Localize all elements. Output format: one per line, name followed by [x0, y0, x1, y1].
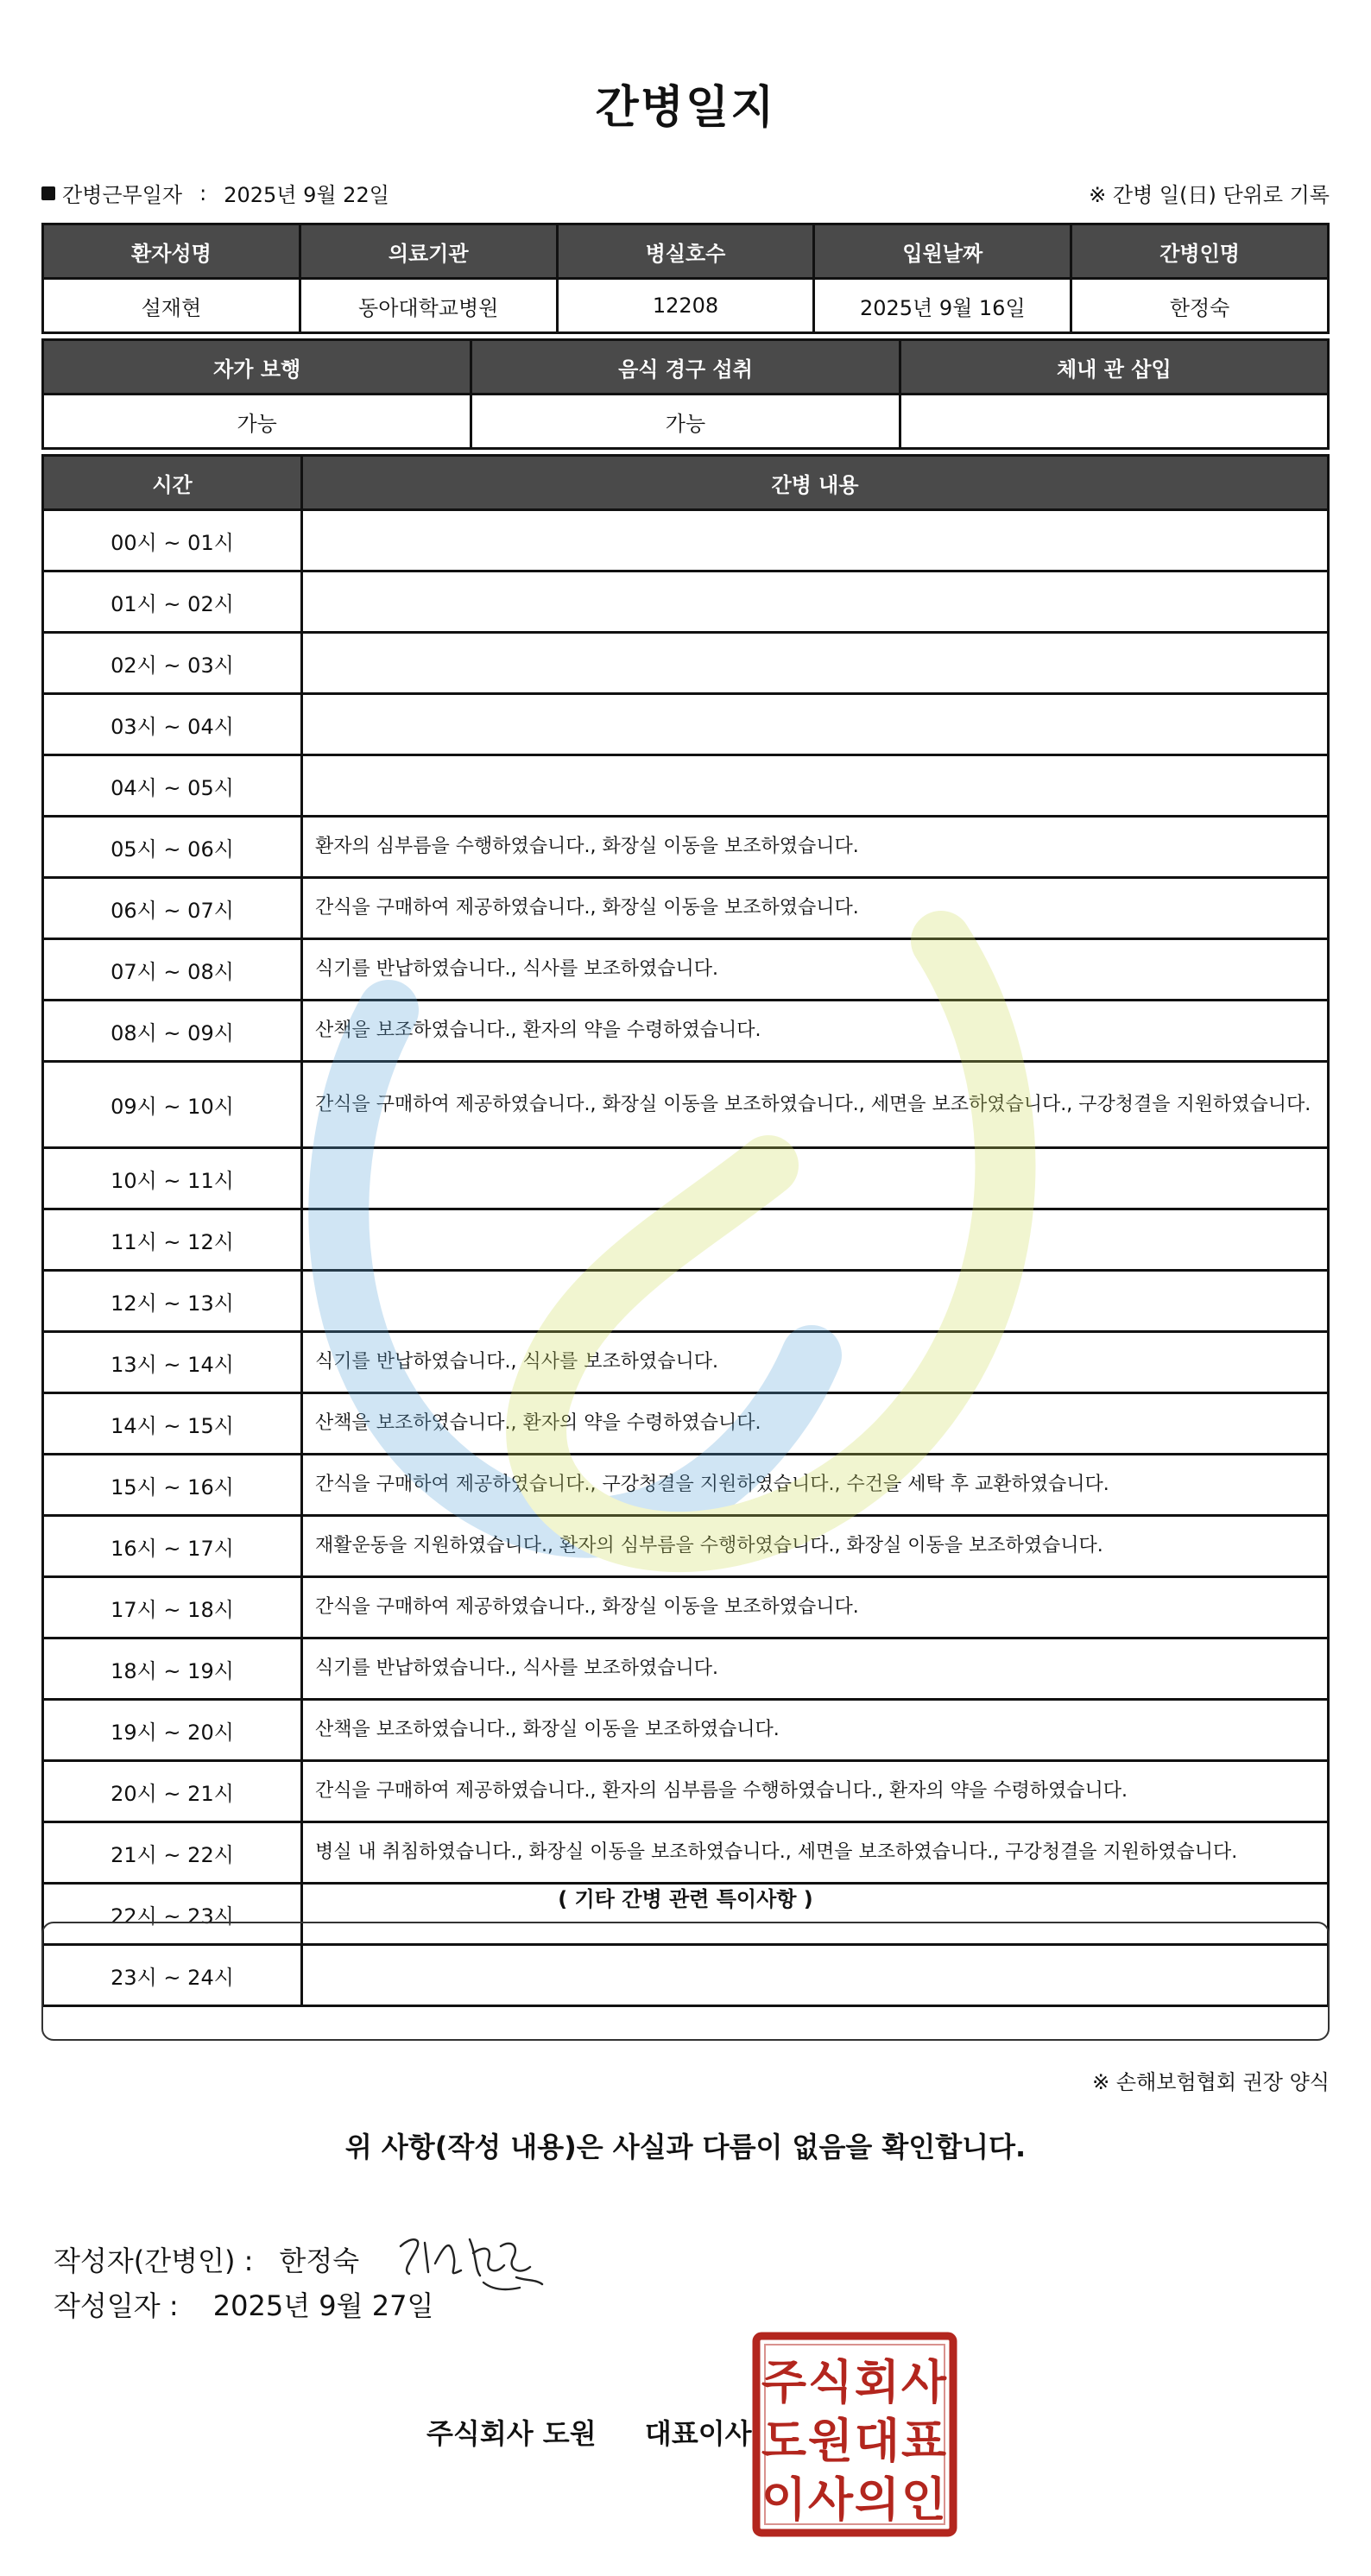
log-row — [43, 1393, 1329, 1455]
log-time: 09시 ~ 10시 — [43, 1062, 302, 1148]
log-row — [43, 1332, 1329, 1393]
admission-date: 2025년 9월 16일 — [814, 279, 1071, 333]
log-content: 간식을 구매하여 제공하였습니다., 화장실 이동을 보조하였습니다. — [302, 1577, 1329, 1638]
status-header-row — [43, 340, 1329, 395]
log-content — [302, 510, 1329, 571]
status-value-row — [43, 395, 1329, 449]
log-content: 식기를 반납하였습니다., 식사를 보조하였습니다. — [302, 939, 1329, 1001]
log-time: 20시 ~ 21시 — [43, 1761, 302, 1822]
log-content — [302, 633, 1329, 694]
header-hospital: 의료기관 — [300, 224, 557, 279]
self-walking-value: 가능 — [43, 395, 471, 449]
log-row — [43, 878, 1329, 939]
writer-label: 작성자(간병인) : — [54, 2245, 254, 2277]
log-header-row — [43, 456, 1329, 510]
special-notes-box — [41, 1922, 1330, 2041]
work-date-row — [41, 178, 389, 208]
log-content: 간식을 구매하여 제공하였습니다., 화장실 이동을 보조하였습니다., 세면을 보조하였습니다., 구강청결을 지원하였습니다. — [302, 1062, 1329, 1148]
company-seal-stamp — [751, 2331, 958, 2538]
log-content: 간식을 구매하여 제공하였습니다., 화장실 이동을 보조하였습니다. — [302, 878, 1329, 939]
seal-character: 표 — [900, 2414, 947, 2468]
unit-note: ※ 간병 일(日) 단위로 기록 — [1089, 183, 1330, 207]
log-time: 05시 ~ 06시 — [43, 817, 302, 878]
header-self-walking: 자가 보행 — [43, 340, 471, 395]
log-row — [43, 571, 1329, 633]
work-date-label: 간병근무일자 — [62, 183, 183, 207]
log-content: 산책을 보조하였습니다., 화장실 이동을 보조하였습니다. — [302, 1700, 1329, 1761]
seal-character: 도 — [761, 2414, 807, 2468]
log-time: 00시 ~ 01시 — [43, 510, 302, 571]
log-content — [302, 1148, 1329, 1209]
caregiver-name: 한정숙 — [1071, 279, 1329, 333]
log-time: 18시 ~ 19시 — [43, 1638, 302, 1700]
log-row — [43, 1209, 1329, 1271]
log-content: 식기를 반납하였습니다., 식사를 보조하였습니다. — [302, 1332, 1329, 1393]
log-time: 15시 ~ 16시 — [43, 1455, 302, 1516]
log-content: 병실 내 취침하였습니다., 화장실 이동을 보조하였습니다., 세면을 보조하였습니다., 구강청결을 지원하였습니다. — [302, 1822, 1329, 1884]
log-time: 11시 ~ 12시 — [43, 1209, 302, 1271]
written-date-row — [54, 2284, 433, 2324]
room-number: 12208 — [557, 279, 814, 333]
log-row — [43, 633, 1329, 694]
log-time: 04시 ~ 05시 — [43, 755, 302, 817]
log-time: 03시 ~ 04시 — [43, 694, 302, 755]
log-time: 13시 ~ 14시 — [43, 1332, 302, 1393]
log-row — [43, 1822, 1329, 1884]
patient-status-table — [41, 338, 1330, 450]
log-time: 12시 ~ 13시 — [43, 1271, 302, 1332]
header-patient-name: 환자성명 — [43, 224, 300, 279]
header-time: 시간 — [43, 456, 302, 510]
log-time: 08시 ~ 09시 — [43, 1001, 302, 1062]
log-content — [302, 1209, 1329, 1271]
seal-character: 주 — [761, 2355, 807, 2409]
work-date-value: 2025년 9월 22일 — [224, 183, 389, 207]
log-content: 산책을 보조하였습니다., 환자의 약을 수령하였습니다. — [302, 1393, 1329, 1455]
oral-intake-value: 가능 — [471, 395, 900, 449]
log-time: 01시 ~ 02시 — [43, 571, 302, 633]
patient-name: 설재현 — [43, 279, 300, 333]
seal-character: 원 — [807, 2414, 854, 2468]
seal-character: 대 — [854, 2414, 900, 2468]
seal-character: 사 — [807, 2472, 854, 2527]
header-caregiver-name: 간병인명 — [1071, 224, 1329, 279]
log-row — [43, 1001, 1329, 1062]
log-row — [43, 1638, 1329, 1700]
seal-character: 회 — [854, 2355, 900, 2409]
seal-character: 식 — [807, 2355, 854, 2409]
log-content: 간식을 구매하여 제공하였습니다., 환자의 심부름을 수행하였습니다., 환자의 약을 수령하였습니다. — [302, 1761, 1329, 1822]
log-row — [43, 1577, 1329, 1638]
log-content — [302, 755, 1329, 817]
log-row — [43, 1700, 1329, 1761]
representative-title: 대표이사 — [644, 2417, 752, 2450]
seal-character: 인 — [900, 2472, 947, 2527]
log-content — [302, 571, 1329, 633]
log-content: 산책을 보조하였습니다., 환자의 약을 수령하였습니다. — [302, 1001, 1329, 1062]
header-room-number: 병실호수 — [557, 224, 814, 279]
log-content — [302, 694, 1329, 755]
log-row — [43, 817, 1329, 878]
patient-header-row — [43, 224, 1329, 279]
log-time: 06시 ~ 07시 — [43, 878, 302, 939]
hospital-name: 동아대학교병원 — [300, 279, 557, 333]
log-content: 재활운동을 지원하였습니다., 환자의 심부름을 수행하였습니다., 화장실 이동을 보조하였습니다. — [302, 1516, 1329, 1577]
special-notes-title: ( 기타 간병 관련 특이사항 ) — [558, 1887, 813, 1911]
log-row — [43, 510, 1329, 571]
log-time: 21시 ~ 22시 — [43, 1822, 302, 1884]
log-content — [302, 1271, 1329, 1332]
bullet-square-icon — [41, 186, 55, 200]
log-content: 식기를 반납하였습니다., 식사를 보조하였습니다. — [302, 1638, 1329, 1700]
header-admission-date: 입원날짜 — [814, 224, 1071, 279]
log-time: 14시 ~ 15시 — [43, 1393, 302, 1455]
log-time: 22시 ~ 23시 — [43, 1884, 302, 1945]
company-line — [426, 2412, 752, 2452]
form-note: ※ 손해보험협회 권장 양식 — [1092, 2070, 1330, 2094]
care-log-table — [41, 454, 1330, 2007]
seal-character: 의 — [854, 2472, 900, 2527]
log-time: 02시 ~ 03시 — [43, 633, 302, 694]
writer-name: 한정숙 — [279, 2245, 360, 2277]
log-row — [43, 1455, 1329, 1516]
tube-insertion-value — [900, 395, 1328, 449]
log-time: 19시 ~ 20시 — [43, 1700, 302, 1761]
seal-character: 이 — [761, 2472, 807, 2527]
header-oral-intake: 음식 경구 섭취 — [471, 340, 900, 395]
written-date-value: 2025년 9월 27일 — [212, 2289, 434, 2322]
log-row — [43, 694, 1329, 755]
log-row — [43, 1062, 1329, 1148]
log-time: 07시 ~ 08시 — [43, 939, 302, 1001]
log-row — [43, 1761, 1329, 1822]
patient-info-table — [41, 223, 1330, 334]
log-row — [43, 1516, 1329, 1577]
header-care-content: 간병 내용 — [302, 456, 1329, 510]
page-title: 간병일지 — [595, 82, 776, 134]
log-time: 17시 ~ 18시 — [43, 1577, 302, 1638]
written-date-label: 작성일자 : — [54, 2289, 179, 2322]
log-content: 환자의 심부름을 수행하였습니다., 화장실 이동을 보조하였습니다. — [302, 817, 1329, 878]
header-tube-insertion: 체내 관 삽입 — [900, 340, 1328, 395]
log-row — [43, 939, 1329, 1001]
company-name: 주식회사 도원 — [426, 2417, 597, 2450]
log-row — [43, 1148, 1329, 1209]
confirm-statement: 위 사항(작성 내용)은 사실과 다름이 없음을 확인합니다. — [344, 2131, 1027, 2163]
log-time: 16시 ~ 17시 — [43, 1516, 302, 1577]
log-time: 23시 ~ 24시 — [43, 1945, 302, 2006]
log-row — [43, 1271, 1329, 1332]
seal-character: 사 — [900, 2355, 947, 2409]
log-row — [43, 755, 1329, 817]
work-date-separator: : — [199, 180, 207, 205]
patient-value-row — [43, 279, 1329, 333]
log-time: 10시 ~ 11시 — [43, 1148, 302, 1209]
log-content: 간식을 구매하여 제공하였습니다., 구강청결을 지원하였습니다., 수건을 세탁 후 교환하였습니다. — [302, 1455, 1329, 1516]
